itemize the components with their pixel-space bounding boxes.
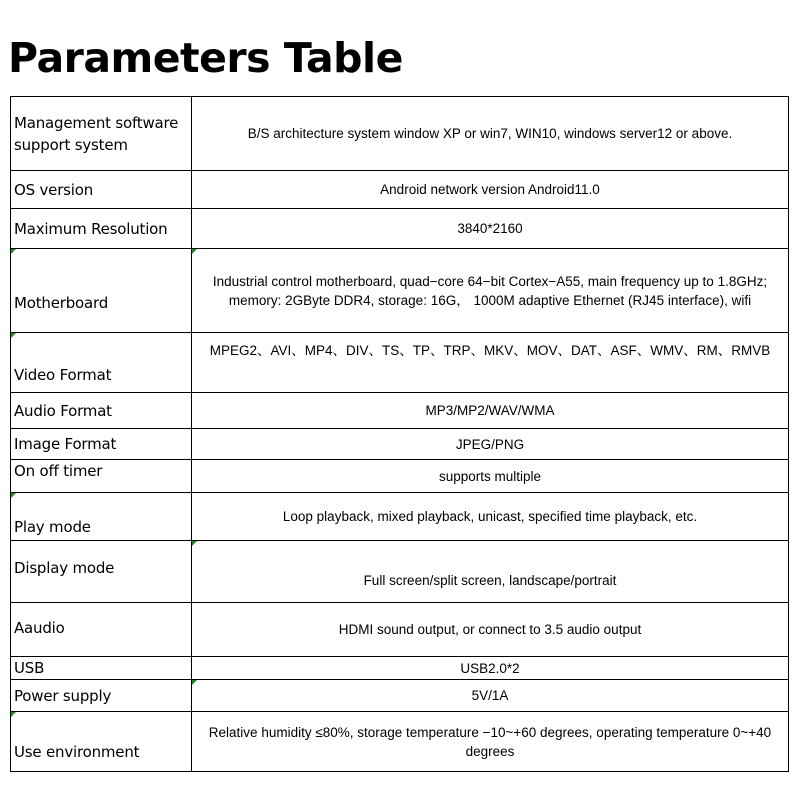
row-label-use-environment	[11, 712, 192, 772]
table-row	[11, 171, 789, 209]
row-label-management-software: Management software support system	[11, 97, 192, 171]
table-row	[11, 249, 789, 333]
row-label-on-off-timer: On off timer	[11, 460, 192, 493]
play-mode-label-text: Play mode	[14, 518, 91, 536]
table-row	[11, 393, 789, 429]
motherboard-label-text: Motherboard	[14, 293, 109, 312]
parameters-table	[10, 96, 789, 772]
table-row	[11, 493, 789, 541]
row-value-video-format: MPEG2、AVI、MP4、DIV、TS、TP、TRP、MKV、MOV、DAT、ASF、WMV、RM、RMVB	[192, 333, 789, 393]
row-label-motherboard	[11, 249, 192, 333]
row-value-image-format: JPEG/PNG	[192, 429, 789, 460]
row-value-management-software: B/S architecture system window XP or win7, WIN10, windows server12 or above.	[192, 97, 789, 171]
page-title: Parameters Table	[8, 34, 403, 82]
table-row	[11, 97, 789, 171]
row-label-audio-format: Audio Format	[11, 393, 192, 429]
row-label-audio: Aaudio	[11, 603, 192, 657]
row-label-max-resolution: Maximum Resolution	[11, 209, 192, 249]
table-row	[11, 603, 789, 657]
video-format-label-text: Video Format	[14, 366, 112, 384]
row-value-audio-format: MP3/MP2/WAV/WMA	[192, 393, 789, 429]
table-row	[11, 333, 789, 393]
row-label-play-mode	[11, 493, 192, 541]
row-label-os-version: OS version	[11, 171, 192, 209]
row-label-usb: USB	[11, 657, 192, 680]
row-label-power-supply: Power supply	[11, 680, 192, 712]
row-label-video-format	[11, 333, 192, 393]
row-label-image-format: Image Format	[11, 429, 192, 460]
table-row	[11, 680, 789, 712]
row-value-usb: USB2.0*2	[192, 657, 789, 680]
row-value-power-supply: 5V/1A	[192, 680, 789, 712]
row-value-max-resolution: 3840*2160	[192, 209, 789, 249]
row-value-os-version: Android network version Android11.0	[192, 171, 789, 209]
row-value-play-mode: Loop playback, mixed playback, unicast, specified time playback, etc.	[192, 493, 789, 541]
row-value-motherboard: Industrial control motherboard, quad−core 64−bit Cortex−A55, main frequency up to 1.8GHz; memory: 2GByte DDR4, storage: 16G， 1000M adaptive Ethernet (RJ45 interface), wifi	[192, 249, 789, 333]
table-row	[11, 460, 789, 493]
row-value-display-mode: Full screen/split screen, landscape/portrait	[192, 541, 789, 603]
row-value-audio: HDMI sound output, or connect to 3.5 audio output	[192, 603, 789, 657]
row-value-on-off-timer: supports multiple	[192, 460, 789, 493]
table-row	[11, 712, 789, 772]
row-label-display-mode: Display mode	[11, 541, 192, 603]
table-row	[11, 429, 789, 460]
table-row	[11, 657, 789, 680]
row-value-use-environment: Relative humidity ≤80%, storage temperature −10~+60 degrees, operating temperature 0~+40 degrees	[192, 712, 789, 772]
use-environment-label-text: Use environment	[14, 743, 140, 761]
table-row	[11, 209, 789, 249]
table-row	[11, 541, 789, 603]
